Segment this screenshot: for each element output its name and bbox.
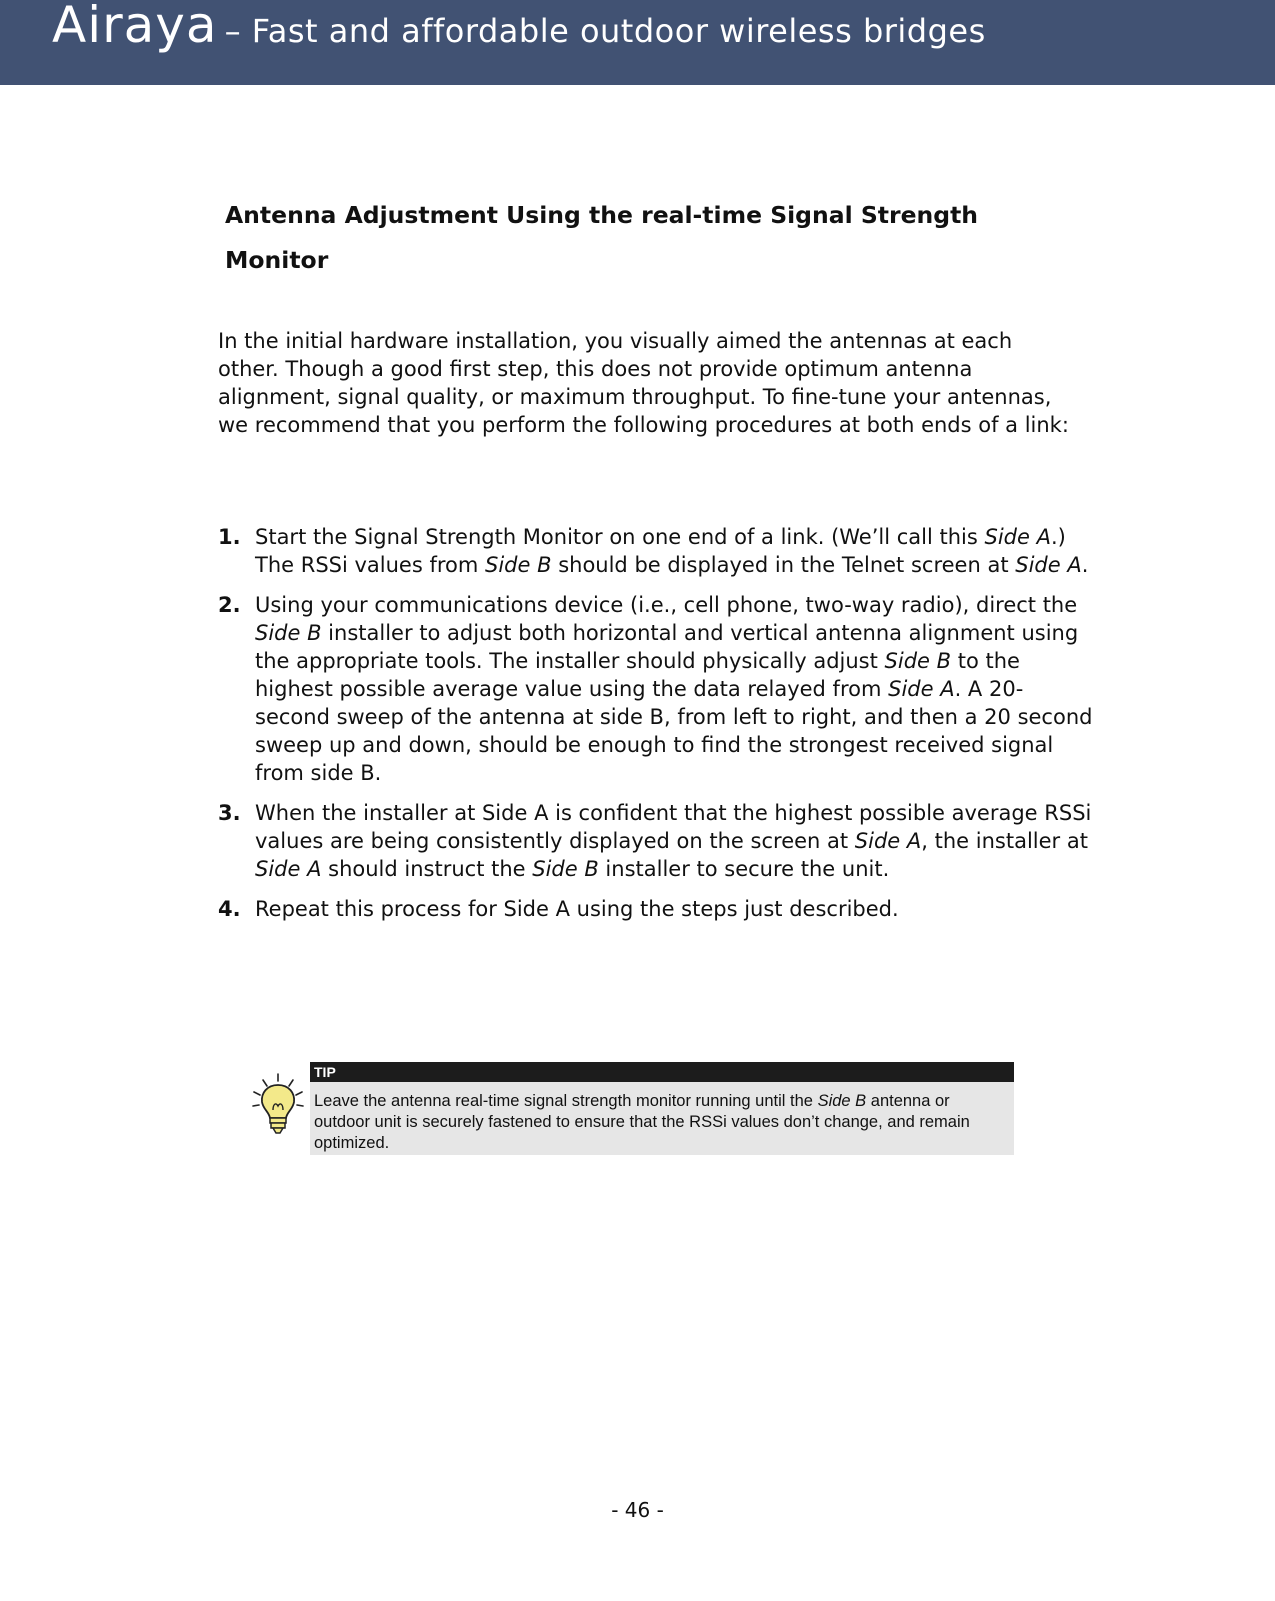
step-text: When the installer at Side A is confident that the highest possible average RSSi values are being consistently displayed on the screen at Side A, the installer at Side A should instruct the Side B installer to secure the unit. (255, 801, 1092, 881)
step-text: Repeat this process for Side A using the steps just described. (255, 897, 899, 921)
intro-paragraph: In the initial hardware installation, you visually aimed the antennas at each other. Though a good first step, this does not provide optimum antenna alignment, signal quality, or maximum throughput. To fine-tune your antennas, we recommend that you perform the following procedures at both ends of a link: (218, 329, 1069, 437)
section-title: Antenna Adjustment Using the real-time Signal Strength Monitor (225, 201, 979, 274)
step-text: Using your communications device (i.e., cell phone, two-way radio), direct the Side B installer to adjust both horizontal and vertical antenna alignment using the appropriate tools. The installer should physically adjust Side B to the highest possible average value using the data relayed from Side A. A 20-second sweep of the antenna at side B, from left to right, and then a 20 second sweep up and down, should be enough to find the strongest received signal from side B. (255, 593, 1093, 785)
step-item (218, 895, 1098, 923)
tip-box (310, 1062, 1014, 1155)
steps-list (218, 523, 1098, 935)
step-number: 4. (218, 897, 241, 921)
step-item (218, 523, 1098, 579)
header-title (52, 0, 986, 54)
step-number: 1. (218, 525, 241, 549)
header-band (0, 0, 1275, 85)
step-text: Start the Signal Strength Monitor on one end of a link. (We’ll call this Side A.) The RSSi values from Side B should be displayed in the Telnet screen at Side A. (255, 525, 1089, 577)
page-number: - 46 - (611, 1498, 664, 1522)
step-item (218, 799, 1098, 883)
tip-text: Leave the antenna real-time signal strength monitor running until the Side B antenna or outdoor unit is securely fastened to ensure that the RSSi values don’t change, and remain optimized. (314, 1092, 970, 1152)
brand-tagline: – Fast and affordable outdoor wireless bridges (224, 12, 986, 50)
step-number: 3. (218, 801, 241, 825)
lightbulb-icon (251, 1072, 305, 1136)
step-item (218, 591, 1098, 787)
tip-label: TIP (310, 1062, 1014, 1082)
step-number: 2. (218, 593, 241, 617)
brand-name: Airaya (52, 0, 218, 54)
